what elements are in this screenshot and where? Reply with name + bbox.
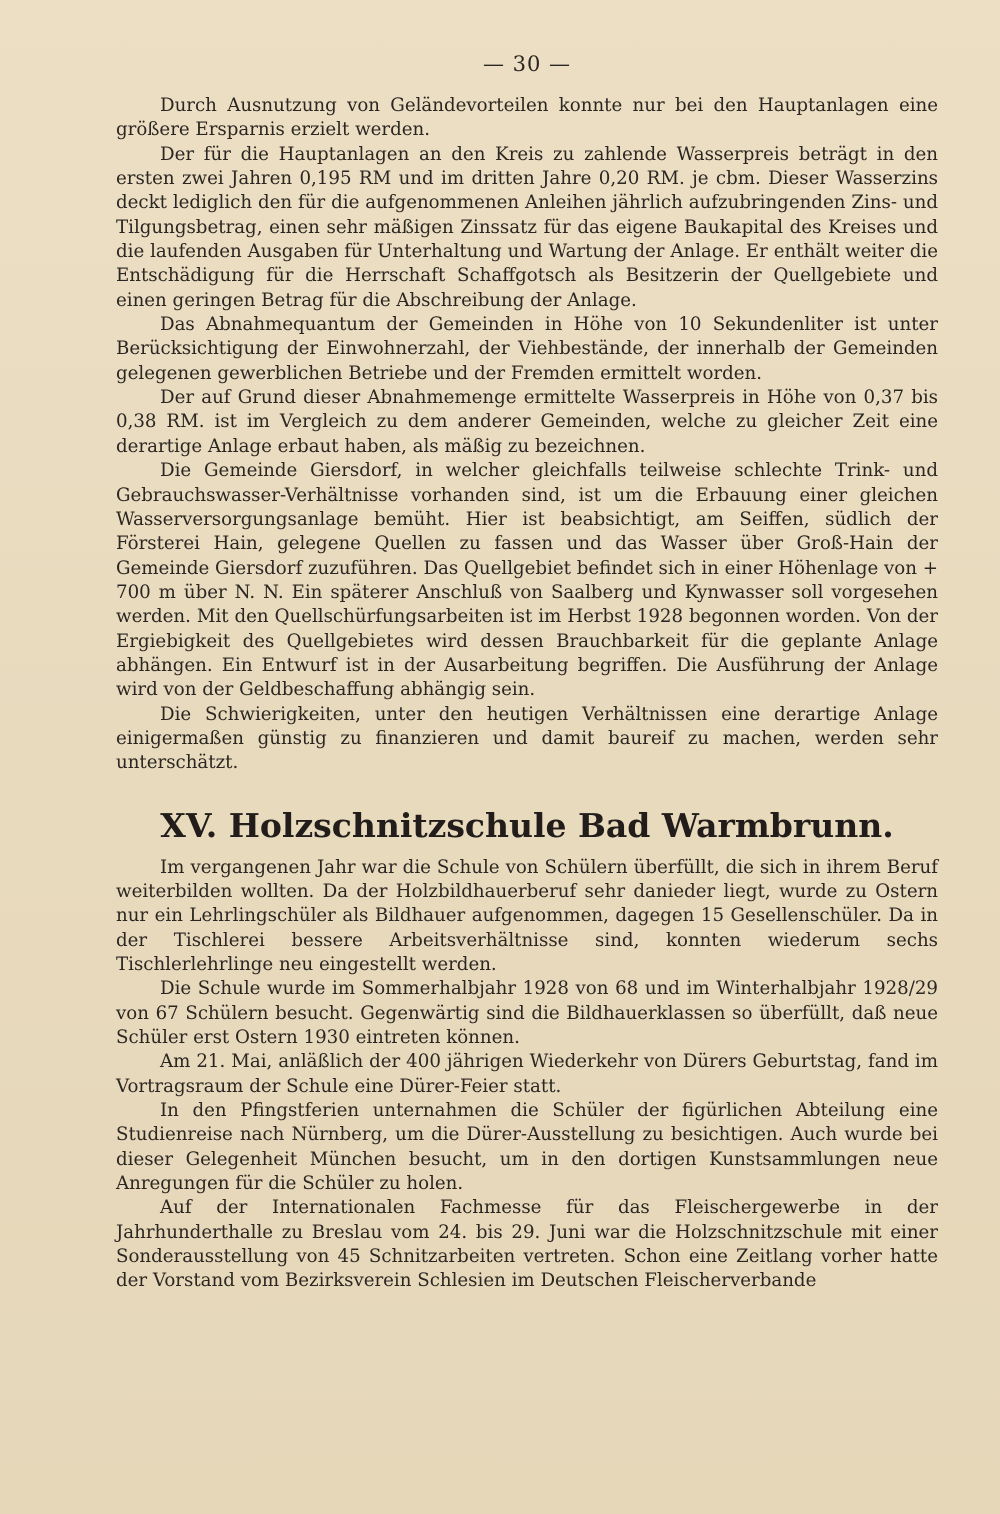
text-block-after bbox=[116, 856, 938, 1294]
paragraph: Am 21. Mai, anläßlich der 400 jährigen Wiederkehr von Dürers Geburtstag, fand im Vortragsraum der Schule eine Dürer-Feier statt. bbox=[116, 1051, 938, 1097]
paragraph: Der für die Hauptanlagen an den Kreis zu zahlende Wasserpreis beträgt in den ersten zwei Jahren 0,195 RM und im dritten Jahre 0,20 RM. je cbm. Dieser Wasserzins deckt lediglich den für die aufgenommenen Anleihen jährlich aufzubringenden Zins- und Tilgungsbetrag, einen sehr mäßigen Zinssatz für das eigene Baukapital des Kreises und die laufenden Ausgaben für Unterhaltung und Wartung der Anlage. Er enthält weiter die Entschädigung für die Herrschaft Schaffgotsch als Besitzerin der Quellgebiete und einen geringen Betrag für die Abschreibung der Anlage. bbox=[116, 143, 938, 311]
page-number: — 30 — bbox=[482, 52, 572, 76]
paragraph: Durch Ausnutzung von Geländevorteilen konnte nur bei den Hauptanlagen eine größere Ersparnis erzielt werden. bbox=[116, 95, 938, 141]
paragraph: Auf der Internationalen Fachmesse für das Fleischergewerbe in der Jahrhunderthalle zu Breslau vom 24. bis 29. Juni war die Holzschnitzschule mit einer Sonderausstellung von 45 Schnitzarbeiten vertreten. Schon eine Zeitlang vorher hatte der Vorstand vom Bezirksverein Schlesien im Deutschen Fleischerverbande bbox=[116, 1197, 938, 1292]
paragraph: Die Schwierigkeiten, unter den heutigen Verhältnissen eine derartige Anlage einigermaßen günstig zu finanzieren und damit baureif zu machen, werden sehr unterschätzt. bbox=[116, 703, 938, 774]
paragraph: Der auf Grund dieser Abnahmemenge ermittelte Wasserpreis in Höhe von 0,37 bis 0,38 RM. ist im Vergleich zu dem anderer Gemeinden, welche zu gleicher Zeit eine derartige Anlage erbaut haben, als mäßig zu bezeichnen. bbox=[116, 387, 938, 457]
text-block-before bbox=[116, 94, 938, 776]
paragraph: Die Gemeinde Giersdorf, in welcher gleichfalls teilweise schlechte Trink- und Gebrauchswasser-Verhältnisse vorhanden sind, ist um die Erbauung einer gleichen Wasserversorgungsanlage bemüht. Hier ist beabsichtigt, am Seiffen, südlich der Försterei Hain, gelegene Quellen zu fassen und das Wasser über Groß-Hain der Gemeinde Giersdorf zuzuführen. Das Quellgebiet befindet sich in einer Höhenlage von + 700 m über N. N. Ein späterer Anschluß von Saalberg und Kynwasser soll vorgesehen werden. Mit den Quellschürfungsarbeiten ist im Herbst 1928 begonnen worden. Von der Ergiebigkeit des Quellgebietes wird dessen Brauchbarkeit für die geplante Anlage abhängen. Ein Entwurf ist in der Ausarbeitung begriffen. Die Ausführung der Anlage wird von der Geldbeschaffung abhängig sein. bbox=[116, 460, 938, 701]
paragraph: Das Abnahmequantum der Gemeinden in Höhe von 10 Sekundenliter ist unter Berücksichtigung der Einwohnerzahl, der Viehbestände, der innerhalb der Gemeinden gelegenen gewerblichen Betriebe und der Fremden ermittelt worden. bbox=[116, 314, 938, 384]
section-heading: XV. Holzschnitzschule Bad Warmbrunn. bbox=[160, 805, 894, 845]
paragraph: Die Schule wurde im Sommerhalbjahr 1928 von 68 und im Winterhalbjahr 1928/29 von 67 Schülern besucht. Gegenwärtig sind die Bildhauerklassen so überfüllt, daß neue Schüler erst Ostern 1930 eintreten können. bbox=[116, 978, 938, 1049]
paragraph: In den Pfingstferien unternahmen die Schüler der figürlichen Abteilung eine Studienreise nach Nürnberg, um die Dürer-Ausstellung zu besichtigen. Auch wurde bei dieser Gelegenheit München besucht, um in den dortigen Kunstsammlungen neue Anregungen für die Schüler zu holen. bbox=[116, 1100, 938, 1195]
paragraph: Im vergangenen Jahr war die Schule von Schülern überfüllt, die sich in ihrem Beruf weiterbilden wollten. Da der Holzbildhauerberuf sehr danieder liegt, wurde zu Ostern nur ein Lehrlingschüler als Bildhauer aufgenommen, dagegen 15 Gesellenschüler. Da in der Tischlerei bessere Arbeitsverhältnisse sind, konnten wiederum sechs Tischlerlehrlinge neu eingestellt werden. bbox=[116, 856, 938, 975]
